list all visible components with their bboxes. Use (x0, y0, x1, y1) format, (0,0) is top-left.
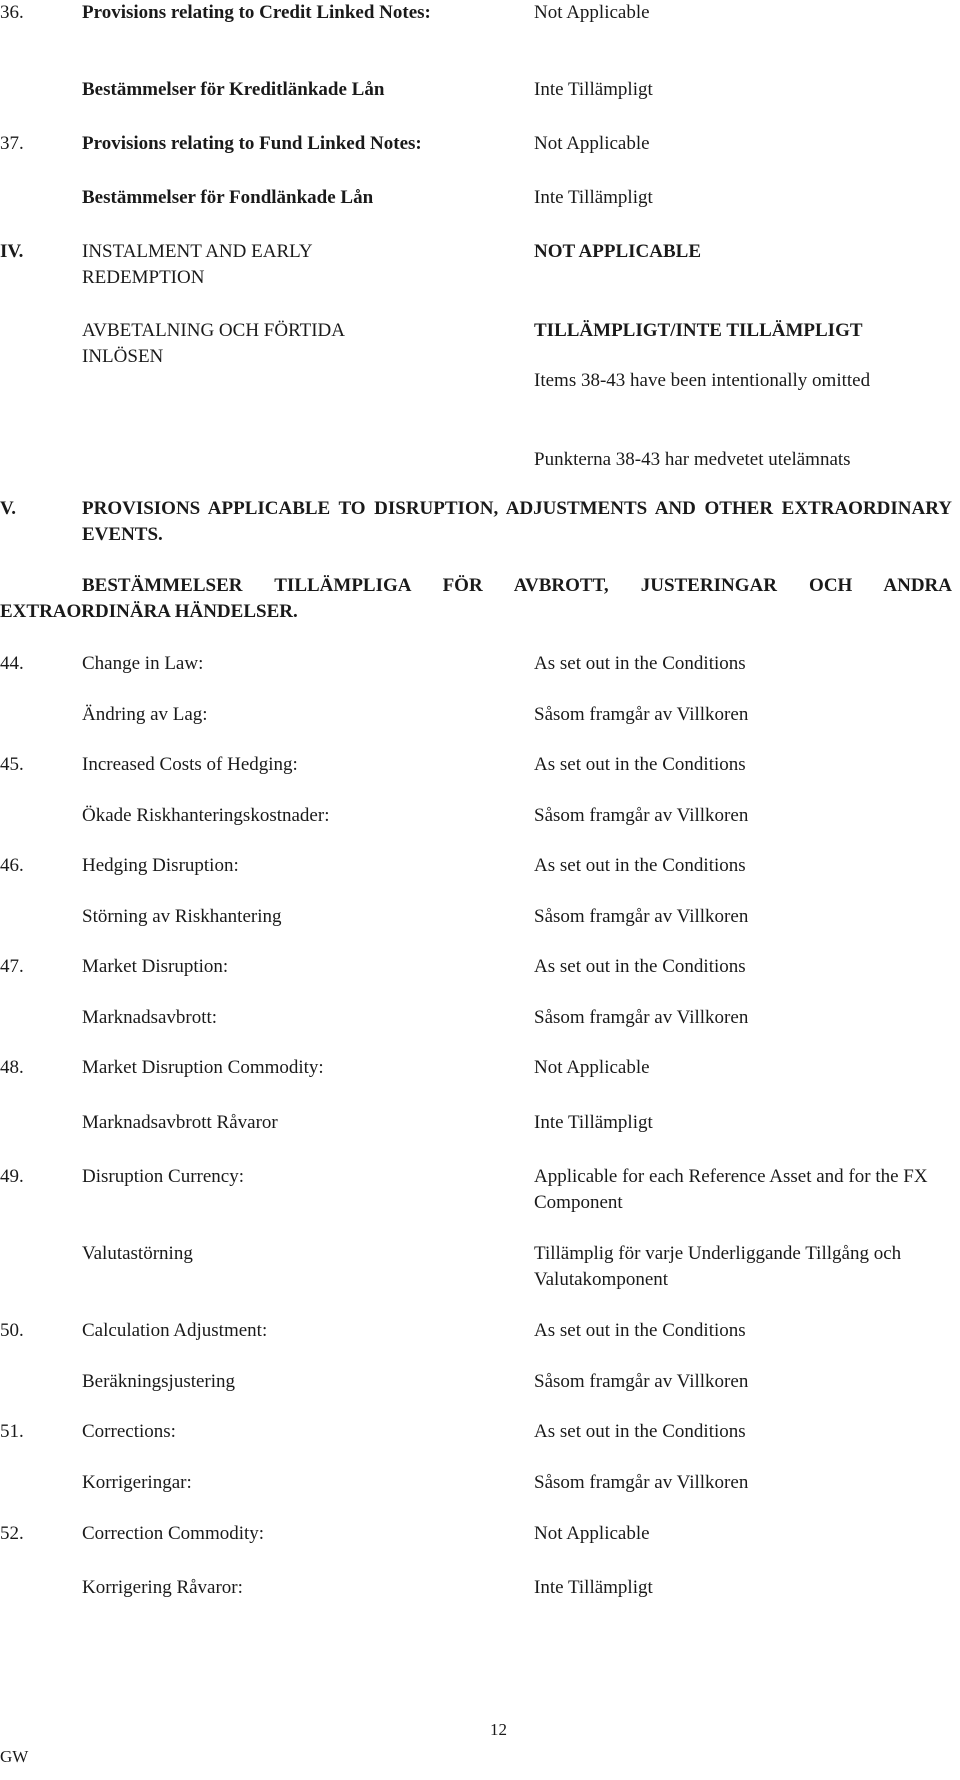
provision-50-label-en: Calculation Adjustment: (82, 1320, 268, 1341)
provision-49-value-en: Applicable for each Reference Asset and for the FX Component (534, 1166, 928, 1213)
item-37-label-en: Provisions relating to Fund Linked Notes: (82, 133, 422, 154)
item-36-value-sv: Inte Tillämpligt (534, 79, 653, 100)
item-36-label-en-text: Provisions relating to Credit Linked Notes: (82, 2, 431, 23)
provision-52-value-en: Not Applicable (534, 1523, 650, 1544)
provision-47-value-en: As set out in the Conditions (534, 956, 746, 977)
provision-47-label-sv: Marknadsavbrott: (82, 1007, 218, 1028)
provision-50-value-en: As set out in the Conditions (534, 1320, 746, 1341)
item-36-label-sv: Bestämmelser för Kreditlänkade Lån (82, 79, 385, 100)
section-iv-value-sv: TILLÄMPLIGT/INTE TILLÄMPLIGT (534, 320, 863, 341)
provision-48-value-en: Not Applicable (534, 1057, 650, 1078)
provision-50-label-sv: Beräkningsjustering (82, 1371, 236, 1392)
provision-51-number: 51. (0, 1421, 24, 1442)
provision-48-value-sv: Inte Tillämpligt (534, 1112, 653, 1133)
provision-45-label-sv: Ökade Riskhanteringskostnader: (82, 805, 330, 826)
provision-44-label-sv: Ändring av Lag: (82, 704, 208, 725)
item-37-value-sv: Inte Tillämpligt (534, 187, 653, 208)
item-36-value-en: Not Applicable (534, 2, 650, 23)
section-v-number: V. (0, 498, 17, 519)
provision-44-number: 44. (0, 653, 24, 674)
provision-46-value-en: As set out in the Conditions (534, 855, 746, 876)
provision-44-value-sv: Såsom framgår av Villkoren (534, 704, 749, 725)
provision-51-value-en: As set out in the Conditions (534, 1421, 746, 1442)
provision-47-value-sv: Såsom framgår av Villkoren (534, 1007, 749, 1028)
provision-52-label-sv: Korrigering Råvaror: (82, 1577, 243, 1598)
section-iv-number: IV. (0, 241, 24, 262)
item-37-value-en: Not Applicable (534, 133, 650, 154)
provision-44-label-en: Change in Law: (82, 653, 204, 674)
provision-47-number: 47. (0, 956, 24, 977)
section-v-title-sv (0, 573, 952, 625)
item-36-number: 36. (0, 2, 24, 23)
provision-45-value-en: As set out in the Conditions (534, 754, 746, 775)
provision-49-label-en: Disruption Currency: (82, 1166, 245, 1187)
item-36-label-en (82, 0, 510, 26)
section-iv-note-en: Items 38-43 have been intentionally omitted (534, 370, 871, 391)
provision-48-number: 48. (0, 1057, 24, 1078)
provision-45-label-en: Increased Costs of Hedging: (82, 754, 298, 775)
provision-47-label-en: Market Disruption: (82, 956, 229, 977)
provision-48-label-sv: Marknadsavbrott Råvaror (82, 1112, 278, 1133)
section-v-title-en-text: PROVISIONS APPLICABLE TO DISRUPTION, ADJUSTMENTS AND OTHER EXTRAORDINARY EVENTS. (82, 498, 952, 545)
provision-45-value-sv: Såsom framgår av Villkoren (534, 805, 749, 826)
provision-51-value-sv: Såsom framgår av Villkoren (534, 1472, 749, 1493)
provision-48-label-en: Market Disruption Commodity: (82, 1057, 324, 1078)
section-v-title-en (82, 496, 952, 548)
item-37-label-sv: Bestämmelser för Fondlänkade Lån (82, 187, 374, 208)
section-v-title-sv-text: BESTÄMMELSER TILLÄMPLIGA FÖR AVBROTT, JUSTERINGAR OCH ANDRA EXTRAORDINÄRA HÄNDELSER. (0, 575, 952, 622)
section-iv-note-sv: Punkterna 38-43 har medvetet utelämnats (534, 449, 851, 470)
provision-46-label-sv: Störning av Riskhantering (82, 906, 282, 927)
provision-45-number: 45. (0, 754, 24, 775)
provision-52-number: 52. (0, 1523, 24, 1544)
provision-52-label-en: Correction Commodity: (82, 1523, 265, 1544)
provision-52-value-sv: Inte Tillämpligt (534, 1577, 653, 1598)
page-number: 12 (490, 1720, 507, 1739)
provision-49-label-sv: Valutastörning (82, 1243, 193, 1264)
section-iv-title-sv: AVBETALNING OCH FÖRTIDA INLÖSEN (82, 320, 344, 367)
provision-46-number: 46. (0, 855, 24, 876)
item-37-number: 37. (0, 133, 24, 154)
provision-46-label-en: Hedging Disruption: (82, 855, 239, 876)
provision-49-number: 49. (0, 1166, 24, 1187)
footer-initials: GW (0, 1747, 29, 1766)
provision-44-value-en: As set out in the Conditions (534, 653, 746, 674)
provision-51-label-sv: Korrigeringar: (82, 1472, 192, 1493)
provision-50-number: 50. (0, 1320, 24, 1341)
provision-49-value-sv: Tillämplig för varje Underliggande Tillgång och Valutakomponent (534, 1243, 902, 1290)
section-iv-value-en: NOT APPLICABLE (534, 241, 701, 262)
section-iv-title-en: INSTALMENT AND EARLY REDEMPTION (82, 241, 312, 288)
provision-50-value-sv: Såsom framgår av Villkoren (534, 1371, 749, 1392)
provision-51-label-en: Corrections: (82, 1421, 176, 1442)
provision-46-value-sv: Såsom framgår av Villkoren (534, 906, 749, 927)
